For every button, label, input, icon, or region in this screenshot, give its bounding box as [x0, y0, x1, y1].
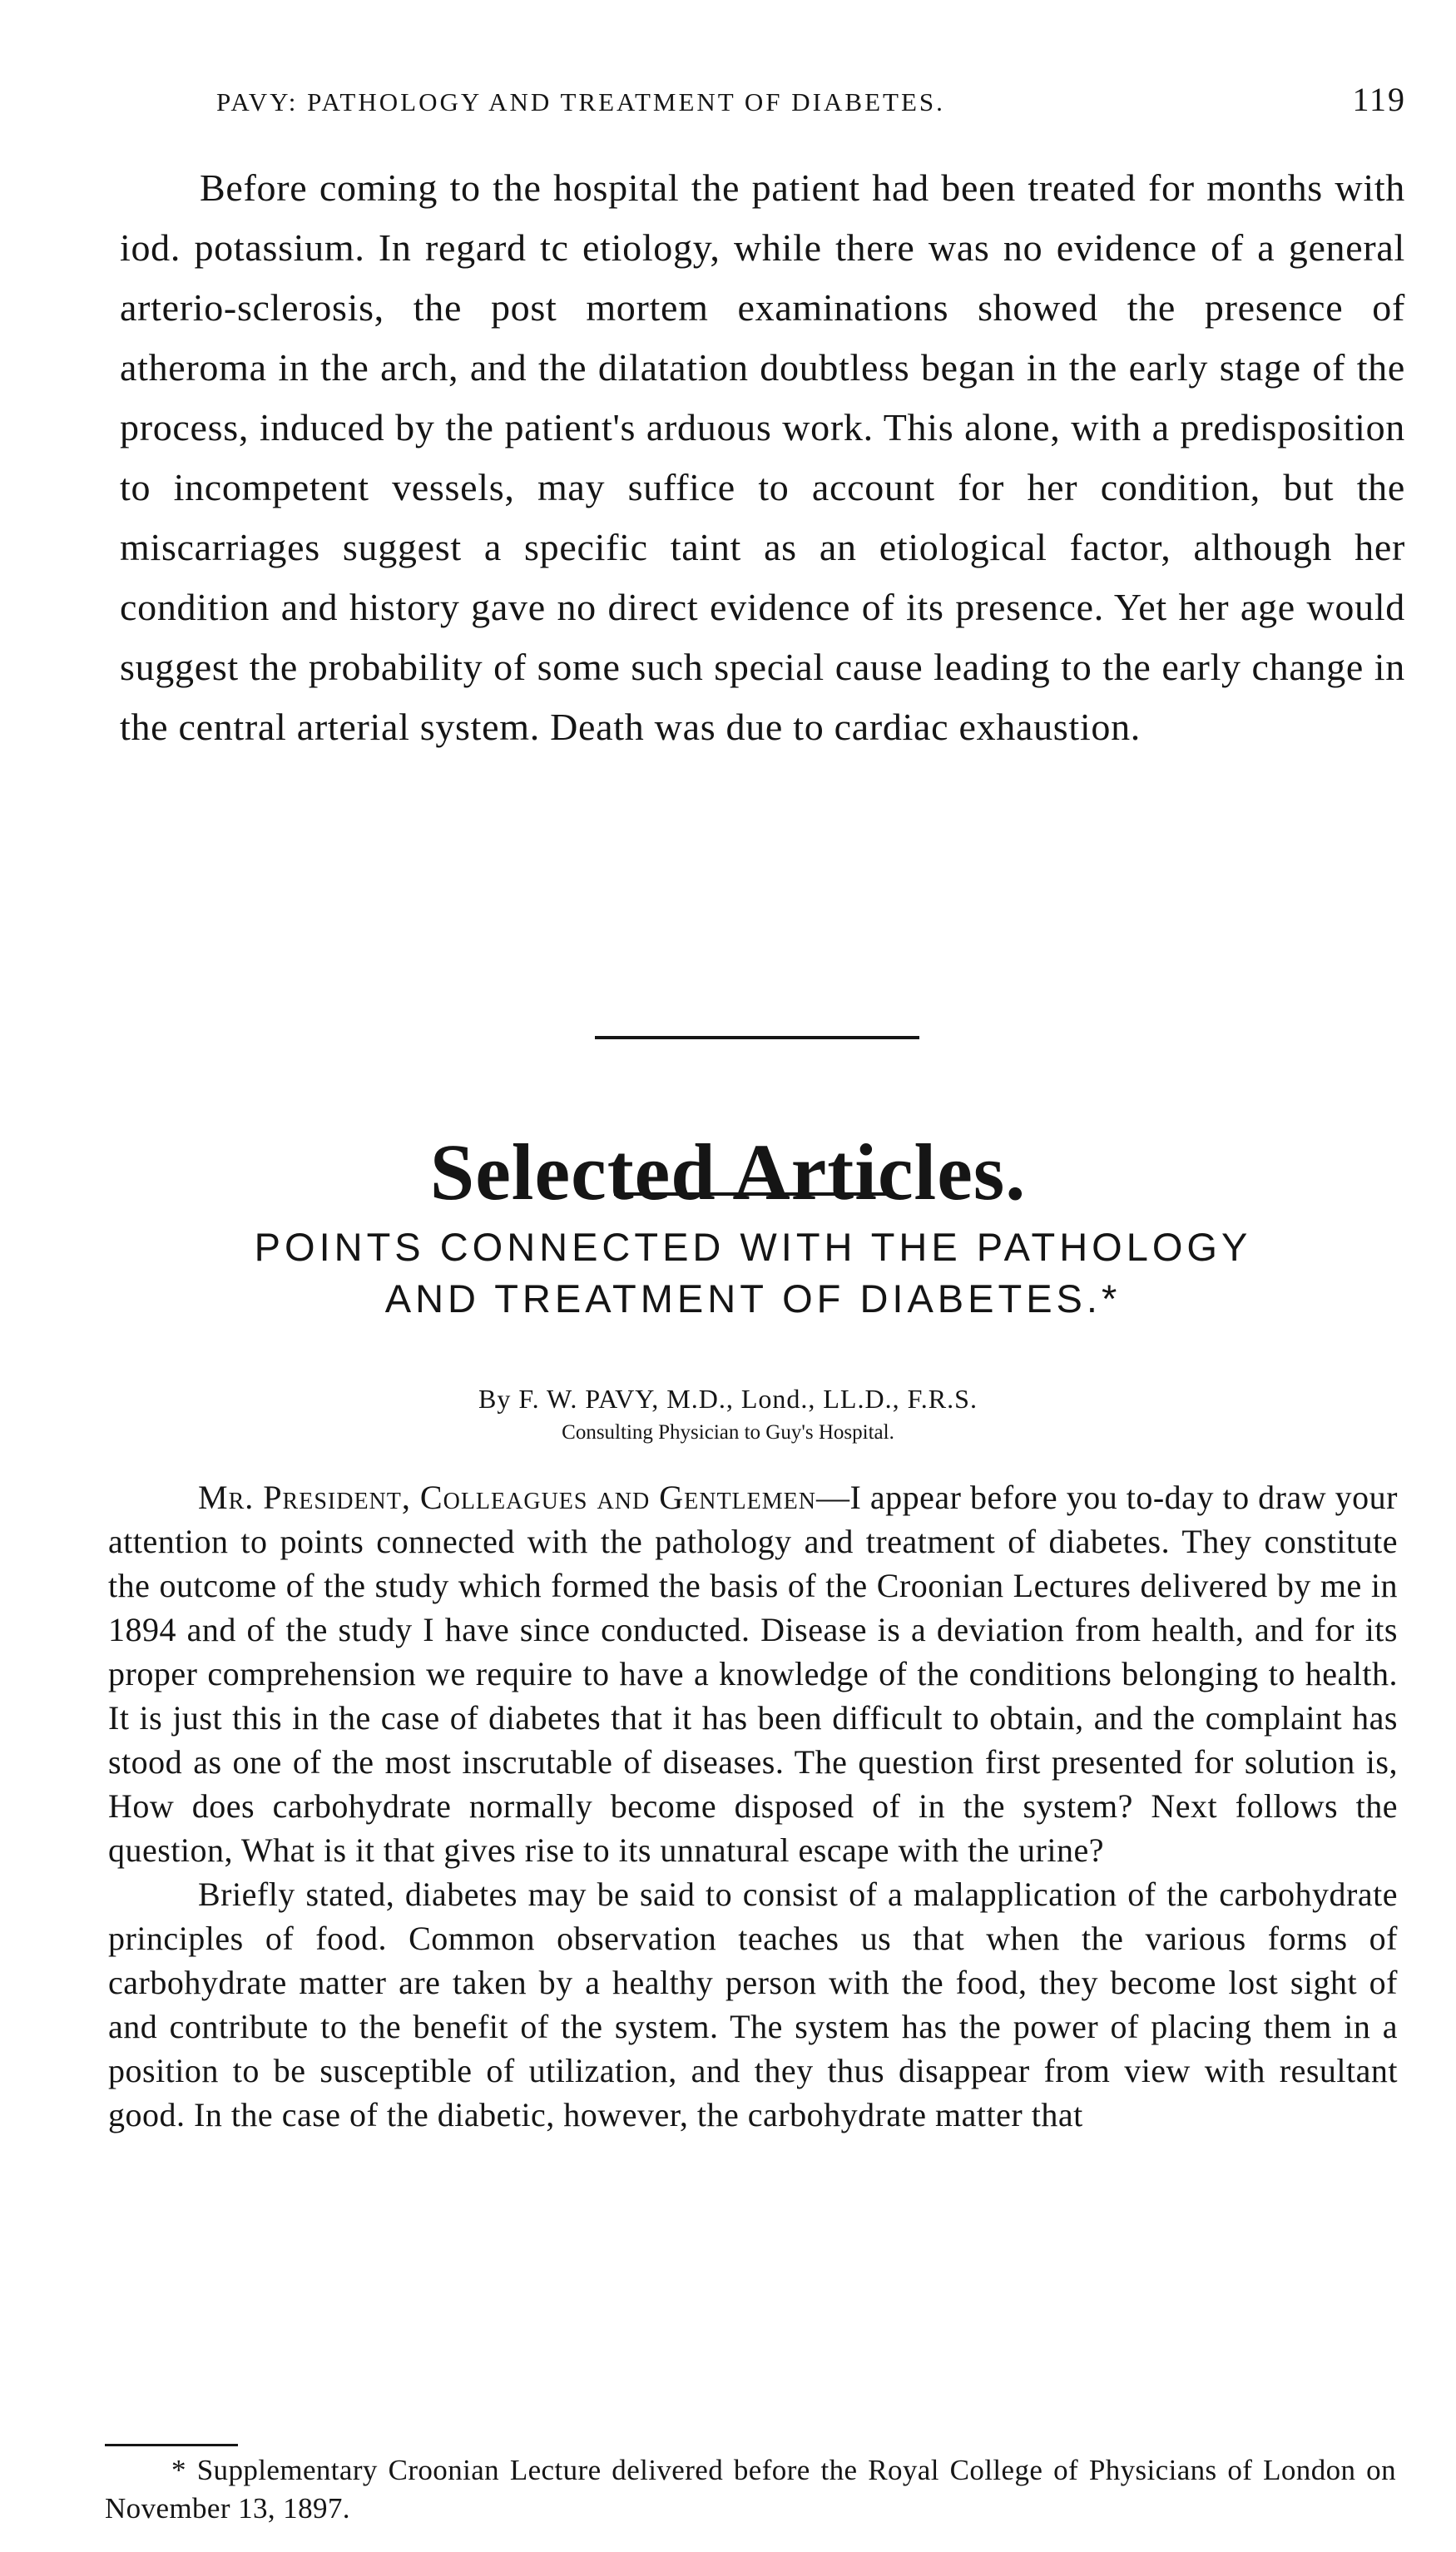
salutation: Mr. President, Colleagues and Gentlemen: [198, 1479, 816, 1516]
footnote-rule: [105, 2444, 238, 2446]
section-heading: Selected Articles.: [429, 1127, 1027, 1217]
section-bottom-rule: [614, 1192, 892, 1196]
author-affiliation: Consulting Physician to Guy's Hospital.: [562, 1421, 894, 1444]
intro-paragraph: Before coming to the hospital the patient had been treated for months with iod. potassium. In regard tc etiology, while there was no evidence of a general arterio-sclerosis, the post mortem examinations showed the presence of atheroma in the arch, and the dilatation doubtless began in the early stage of the process, induced by the patient's arduous work. This alone, with a predisposition to incompetent vessels, may suffice to account for her condition, but the miscarriages suggest a specific taint as an etiological factor, although her condition and history gave no direct evidence of its presence. Yet her age would suggest the probability of some such special cause leading to the early change in the central arterial system. Death was due to cardiac exhaustion.: [120, 166, 1405, 748]
article-title-line-1: POINTS CONNECTED WITH THE PATHOLOGY: [254, 1225, 1252, 1269]
section-top-rule: [595, 1036, 919, 1039]
article-title: [100, 1221, 1406, 1325]
running-title: PAVY: PATHOLOGY AND TREATMENT OF DIABETES.: [216, 87, 945, 116]
running-head: [216, 82, 1406, 123]
article-title-line-2: AND TREATMENT OF DIABETES.*: [384, 1276, 1122, 1321]
page-number: 119: [1352, 81, 1406, 118]
article-paragraph-1: [108, 1475, 1398, 1872]
article-paragraph-1-text: —I appear before you to-day to draw your attention to points connected with the pathology and treatment of diabetes. They constitute the outcome of the study which formed the basis of the Croonian Lectures delivered by me in 1894 and of the study I have since conducted. Disease is a deviation from health, and for its proper comprehension we require to have a knowledge of the conditions belonging to health. It is just this in the case of diabetes that it has been difficult to obtain, and the complaint has stood as one of the most inscrutable of diseases. The question first presented for solution is, How does carbohydrate normally become disposed of in the system? Next follows the question, What is it that gives rise to its unnatural escape with the urine?: [108, 1479, 1398, 1869]
footnote: [105, 2451, 1396, 2528]
continued-case-report: [120, 158, 1405, 757]
footnote-text: * Supplementary Croonian Lecture delivered before the Royal College of Physicians of London on November 13, 1897.: [105, 2454, 1396, 2525]
article-body: [108, 1475, 1398, 2137]
article-byline: By F. W. PAVY, M.D., Lond., LL.D., F.R.S.: [478, 1384, 978, 1414]
article-paragraph-2: Briefly stated, diabetes may be said to consist of a malapplication of the carbohydrate principles of food. Common observation teaches us that when the various forms of carbohydrate matter are taken by a healthy person with the food, they become lost sight of and contribute to the benefit of the system. The system has the power of placing them in a position to be susceptible of utilization, and they thus disappear from view with resultant good. In the case of the diabetic, however, the carbohydrate matter that: [108, 1876, 1398, 2133]
